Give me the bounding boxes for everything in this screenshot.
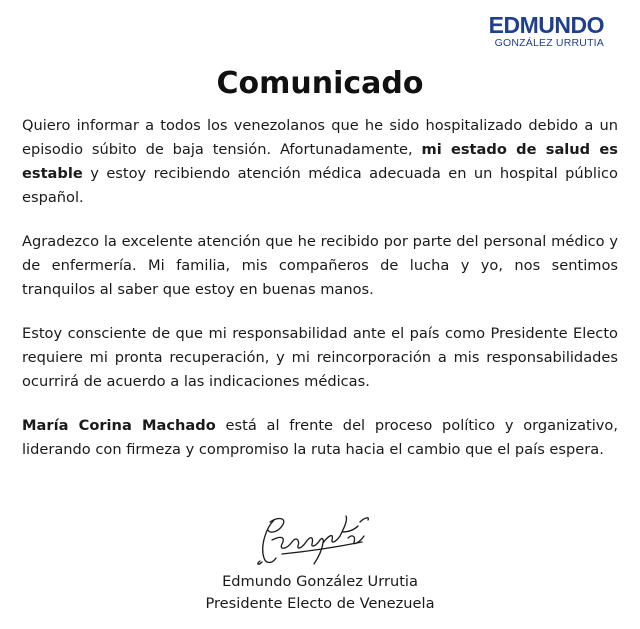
paragraph-4-text: está al frente del proceso político y organizativo, liderando con firmeza y compromiso la ruta hacia el cambio que el país espera. (22, 417, 619, 458)
handwritten-signature (252, 506, 382, 568)
paragraph-1-text-start: Quiero informar a todos los venezolanos que he sido hospitalizado debido a un episodio súbito de baja tensión. Afortunadamente, (22, 117, 618, 158)
document-body (22, 114, 618, 482)
signer-name: Edmundo González Urrutia (222, 573, 418, 590)
paragraph-health-status (22, 114, 618, 210)
signer-role: Presidente Electo de Venezuela (205, 595, 435, 612)
document-title: Comunicado (216, 66, 424, 101)
paragraph-4-bold-name: María Corina Machado (22, 417, 216, 434)
paragraph-1-bold-phrase: mi estado de salud es estable (22, 141, 618, 182)
logo-name-line: EDMUNDO (488, 12, 604, 38)
brand-logo (489, 14, 604, 49)
logo-surname-line: GONZÁLEZ URRUTIA (494, 37, 604, 49)
paragraph-gratitude: Agradezco la excelente atención que he recibido por parte del personal médico y de enfermería. Mi familia, mis compañeros de lucha y yo, nos sentimos tranquilos al saber que estoy en buenas manos. (22, 233, 618, 298)
paragraph-responsibility: Estoy consciente de que mi responsabilidad ante el país como Presidente Electo requiere mi pronta recuperación, y mi reincorporación a mis responsabilidades ocurrirá de acuerdo a las indicaciones médicas. (22, 325, 618, 390)
paragraph-leadership (22, 414, 618, 462)
paragraph-1-text-end: y estoy recibiendo atención médica adecuada en un hospital público español. (22, 165, 618, 206)
